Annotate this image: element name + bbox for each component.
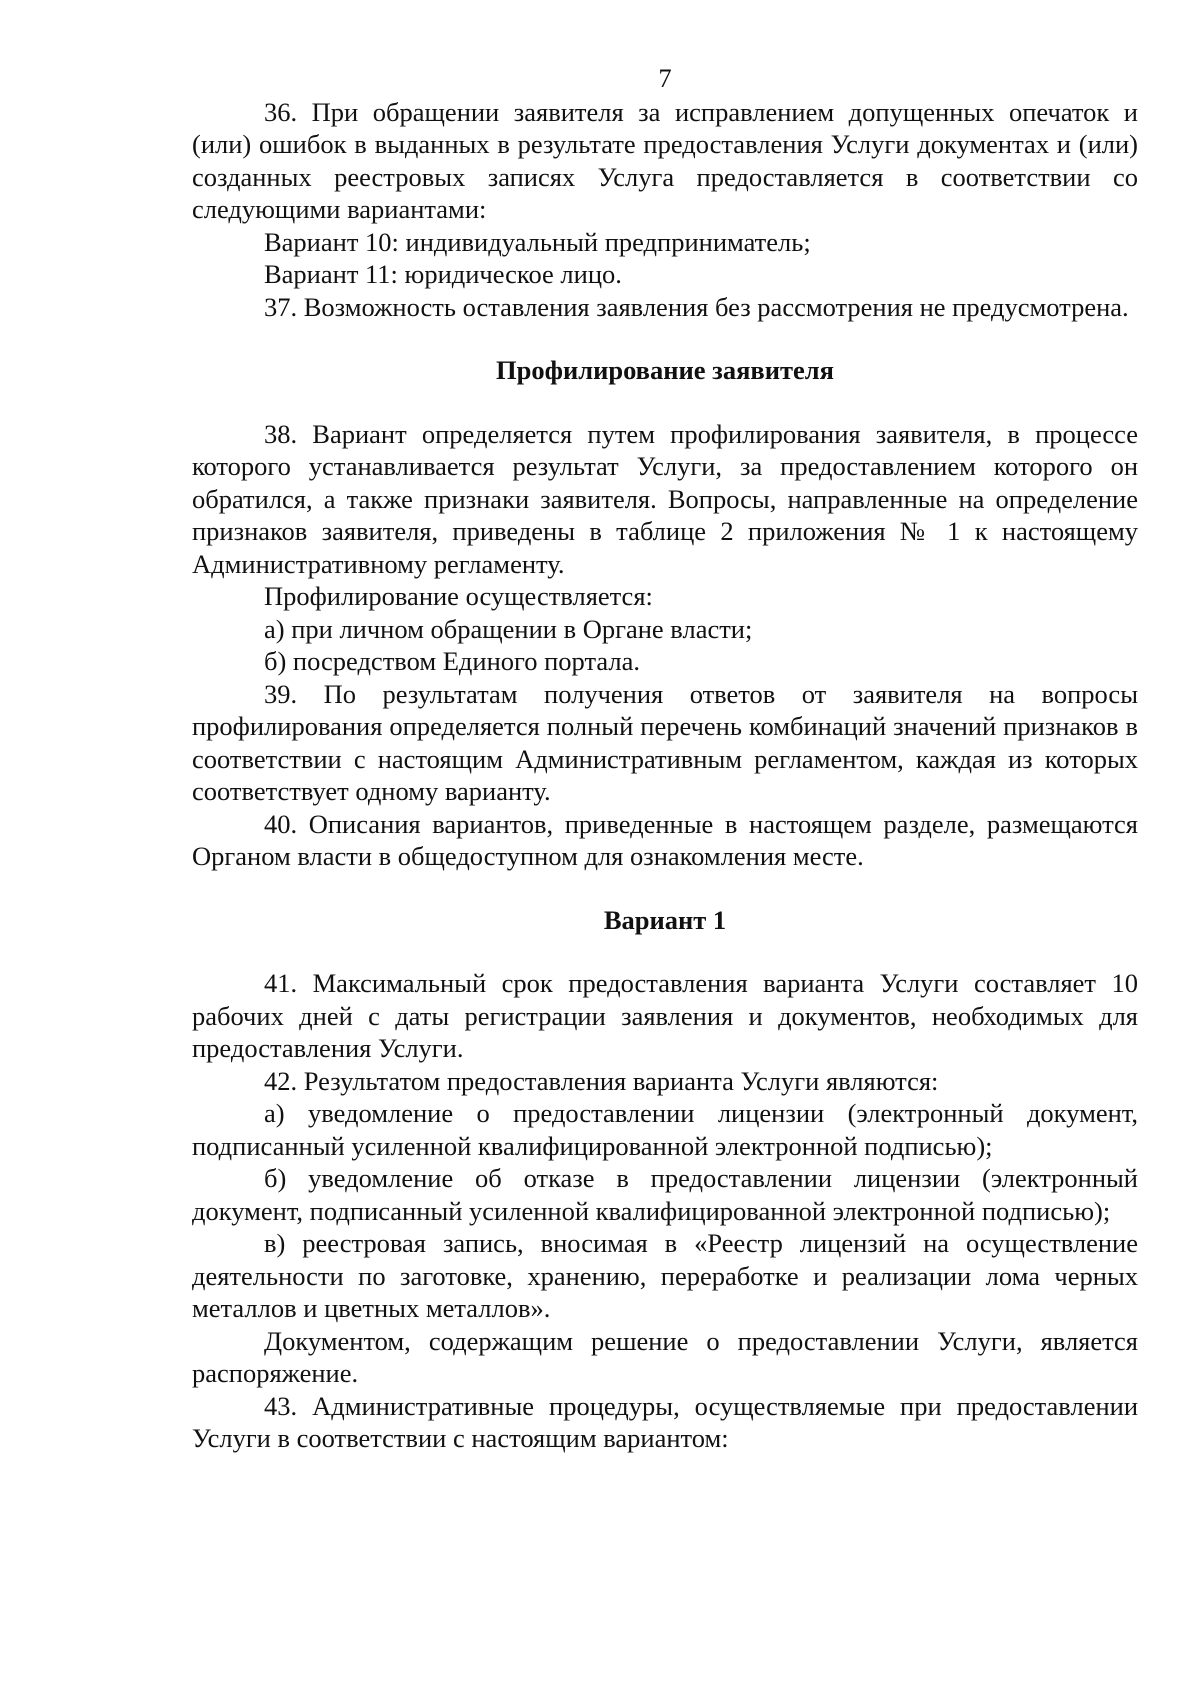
spacer bbox=[192, 873, 1138, 904]
paragraph-36: 36. При обращении заявителя за исправлением допущенных опечаток и (или) ошибок в выданных в результате предоставления Услуги документах и (или) созданных реестровых записях Услуга предоставляется в соответствии со следующими вариантами: bbox=[192, 96, 1138, 224]
profiling-item-a: а) при личном обращении в Органе власти; bbox=[264, 613, 753, 644]
paragraph-42: 42. Результатом предоставления варианта Услуги являются: bbox=[264, 1065, 939, 1096]
paragraph-39: 39. По результатам получения ответов от заявителя на вопросы профилирования определяется полный перечень комбинаций значений признаков в соответствии с настоящим Административным регламентом, каждая из которых соответствует одному варианту. bbox=[192, 678, 1138, 806]
profiling-item-b: б) посредством Единого портала. bbox=[264, 646, 640, 676]
page-number: 7 bbox=[658, 63, 672, 93]
profiling-intro: Профилирование осуществляется: bbox=[264, 581, 653, 611]
spacer bbox=[192, 323, 1138, 354]
section-heading-variant-1: Вариант 1 bbox=[603, 904, 727, 935]
paragraph-37: 37. Возможность оставления заявления без рассмотрения не предусмотрена. bbox=[264, 291, 1129, 322]
spacer bbox=[192, 936, 1138, 967]
result-item-a: а) уведомление о предоставлении лицензии (электронный документ, подписанный усиленной квалифицированной электронной подписью); bbox=[192, 1098, 1138, 1161]
paragraph-41: 41. Максимальный срок предоставления варианта Услуги составляет 10 рабочих дней с даты регистрации заявления и документов, необходимых для предоставления Услуги. bbox=[192, 968, 1138, 1063]
variant-10-line: Вариант 10: индивидуальный предприниматель; bbox=[264, 226, 811, 257]
document-page bbox=[192, 62, 1138, 1455]
result-item-c: в) реестровая запись, вносимая в «Реестр лицензий на осуществление деятельности по заготовке, хранению, переработке и реализации лома черных металлов и цветных металлов». bbox=[192, 1228, 1138, 1323]
paragraph-40: 40. Описания вариантов, приведенные в настоящем разделе, размещаются Органом власти в общедоступном для ознакомления месте. bbox=[192, 808, 1138, 871]
paragraph-38: 38. Вариант определяется путем профилирования заявителя, в процессе которого устанавливается результат Услуги, за предоставлением которого он обратился, а также признаки заявителя. Вопросы, направленные на определение признаков заявителя, приведены в таблице 2 приложения № 1 к настоящему Административному регламенту. bbox=[192, 418, 1138, 579]
paragraph-43: 43. Административные процедуры, осуществляемые при предоставлении Услуги в соответствии с настоящим вариантом: bbox=[192, 1390, 1138, 1453]
section-heading-profiling: Профилирование заявителя bbox=[496, 355, 834, 385]
spacer bbox=[192, 387, 1138, 418]
decision-document-line: Документом, содержащим решение о предоставлении Услуги, является распоряжение. bbox=[192, 1325, 1138, 1388]
result-item-b: б) уведомление об отказе в предоставлении лицензии (электронный документ, подписанный усиленной квалифицированной электронной подписью); bbox=[192, 1163, 1138, 1226]
variant-11-line: Вариант 11: юридическое лицо. bbox=[264, 259, 622, 289]
